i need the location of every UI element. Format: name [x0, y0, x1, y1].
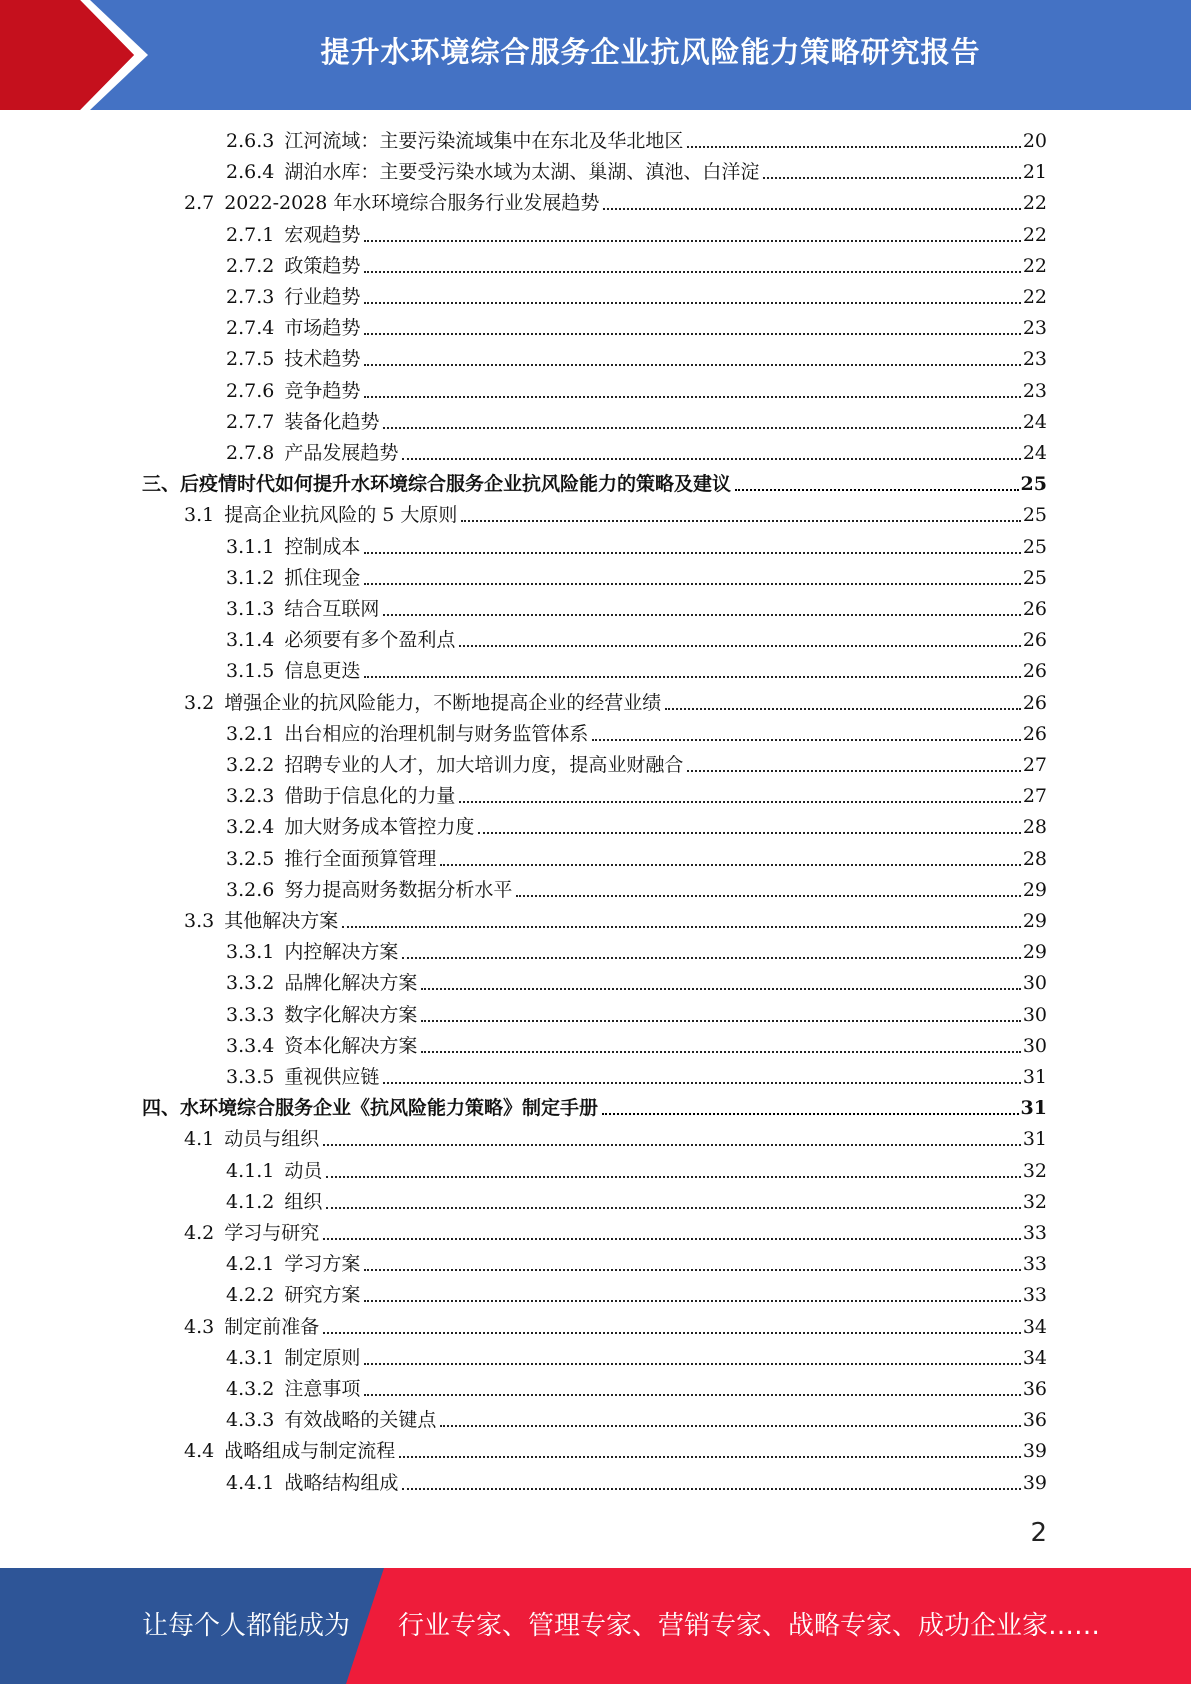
toc-entry-number: 4.3.2 [226, 1378, 275, 1400]
toc-dot-leader [592, 738, 1020, 741]
toc-entry-title: 增强企业的抗风险能力，不断地提高企业的经营业绩 [224, 691, 662, 714]
toc-entry-page: 22 [1022, 254, 1047, 277]
toc-entry-number: 3.1.2 [226, 566, 275, 589]
toc-entry[interactable] [226, 1156, 1047, 1187]
toc-entry-title: 借助于信息化的力量 [284, 785, 456, 808]
toc-dot-leader [516, 894, 1020, 897]
toc-dot-leader [364, 395, 1020, 398]
toc-entry[interactable] [226, 220, 1047, 251]
toc-entry[interactable] [226, 313, 1047, 344]
toc-entry-number: 3.3 [184, 910, 215, 932]
toc-dot-leader [421, 1050, 1020, 1053]
toc-entry-title: 战略结构组成 [284, 1471, 399, 1494]
toc-entry-number: 4.3.1 [226, 1346, 275, 1369]
toc-entry-title: 品牌化解决方案 [284, 972, 418, 995]
toc-entry-number: 3.3.2 [226, 972, 275, 995]
toc-dot-leader [364, 675, 1020, 678]
toc-dot-leader [383, 1081, 1020, 1084]
footer-slogan-roles: 行业专家、管理专家、营销专家、战略专家、成功企业家…… [398, 1611, 1101, 1641]
toc-dot-leader [383, 426, 1020, 429]
toc-entry-number: 3.3.5 [226, 1066, 275, 1088]
toc-dot-leader [687, 145, 1020, 148]
toc-entry-page: 26 [1022, 629, 1047, 652]
toc-entry[interactable] [226, 844, 1047, 875]
page-number: 2 [1030, 1518, 1047, 1548]
toc-dot-leader [440, 863, 1020, 866]
toc-entry-page: 28 [1022, 816, 1047, 839]
toc-entry-page: 22 [1022, 223, 1047, 246]
toc-entry[interactable] [184, 1218, 1047, 1249]
toc-entry-page: 22 [1022, 192, 1047, 215]
toc-entry[interactable] [226, 532, 1047, 563]
toc-entry[interactable] [226, 968, 1047, 999]
toc-entry-title: 学习方案 [284, 1253, 361, 1276]
toc-entry[interactable] [226, 750, 1047, 781]
toc-entry-number: 3.2.5 [226, 847, 275, 870]
toc-entry[interactable] [226, 937, 1047, 968]
toc-entry-number: 4.1 [184, 1128, 215, 1151]
toc-entry[interactable] [226, 719, 1047, 750]
toc-entry-number: 3.1.4 [226, 629, 275, 652]
toc-entry[interactable] [184, 188, 1047, 219]
toc-entry-number: 3.2.1 [226, 722, 275, 745]
toc-entry-title: 技术趋势 [284, 348, 361, 371]
toc-entry-title: 湖泊水库：主要受污染水域为太湖、巢湖、滇池、白洋淀 [284, 161, 760, 184]
toc-entry-page: 31 [1022, 1066, 1047, 1088]
toc-dot-leader [323, 1237, 1021, 1240]
toc-entry-title: 有效战略的关键点 [284, 1409, 437, 1432]
toc-entry-number: 2.6.3 [226, 130, 275, 152]
toc-dot-leader [364, 1268, 1020, 1271]
toc-entry[interactable] [184, 688, 1047, 719]
toc-entry-number: 4.3 [184, 1315, 215, 1338]
toc-entry[interactable] [184, 1124, 1047, 1155]
toc-entry-number: 3.2.2 [226, 754, 275, 776]
toc-dot-leader [323, 1331, 1021, 1334]
toc-entry-title: 信息更迭 [284, 660, 361, 683]
toc-entry-title: 政策趋势 [284, 254, 361, 277]
toc-entry[interactable] [142, 469, 1047, 500]
toc-entry-number: 4.4 [184, 1440, 215, 1463]
toc-entry-page: 23 [1022, 348, 1047, 371]
toc-entry-number: 2.7.7 [226, 410, 275, 433]
toc-dot-leader [399, 1455, 1021, 1458]
toc-dot-leader [402, 1487, 1020, 1490]
toc-entry-page: 31 [1022, 1128, 1047, 1151]
toc-entry-number: 3.2 [184, 691, 215, 714]
toc-entry-page: 24 [1022, 442, 1047, 464]
toc-entry-page: 29 [1022, 941, 1047, 964]
toc-entry-title: 内控解决方案 [284, 941, 399, 964]
toc-entry-page: 25 [1022, 504, 1047, 527]
footer-bar [0, 1568, 1191, 1684]
toc-dot-leader [364, 270, 1020, 273]
toc-entry-title: 重视供应链 [284, 1066, 380, 1088]
toc-dot-leader [326, 1206, 1020, 1209]
toc-dot-leader [342, 925, 1021, 928]
toc-dot-leader [383, 613, 1020, 616]
toc-entry-page: 28 [1022, 847, 1047, 870]
toc-entry-title: 竞争趋势 [284, 379, 361, 402]
toc-entry-number: 3.2.4 [226, 816, 275, 839]
toc-entry-title: 战略组成与制定流程 [224, 1440, 396, 1463]
toc-entry[interactable] [226, 282, 1047, 313]
toc-entry-title: 加大财务成本管控力度 [284, 816, 475, 839]
toc-entry-page: 23 [1022, 317, 1047, 340]
toc-entry[interactable] [226, 251, 1047, 282]
toc-dot-leader [364, 301, 1020, 304]
toc-entry-page: 33 [1022, 1284, 1047, 1307]
toc-entry-title: 装备化趋势 [284, 410, 380, 433]
toc-entry-number: 2.7.5 [226, 348, 275, 371]
header-bar [0, 0, 1191, 110]
toc-entry-page: 26 [1022, 691, 1047, 714]
toc-entry-page: 29 [1022, 878, 1047, 901]
toc-entry-page: 39 [1022, 1471, 1047, 1494]
toc-entry-page: 27 [1022, 754, 1047, 776]
toc-entry-page: 31 [1020, 1097, 1047, 1120]
toc-entry-title: 提高企业抗风险的 5 大原则 [224, 504, 458, 527]
toc-entry-number: 2.7.4 [226, 317, 275, 340]
toc-entry-number: 2.7 [184, 192, 215, 215]
toc-entry-title: 研究方案 [284, 1284, 361, 1307]
toc-entry[interactable] [184, 906, 1047, 937]
toc-dot-leader [735, 488, 1019, 491]
toc-dot-leader [364, 551, 1020, 554]
toc-dot-leader [364, 239, 1020, 242]
toc-entry[interactable] [184, 1436, 1047, 1467]
toc-entry[interactable] [226, 781, 1047, 812]
toc-dot-leader [602, 1112, 1019, 1115]
toc-entry-title: 结合互联网 [284, 598, 380, 620]
toc-entry-number: 3.2.3 [226, 785, 275, 808]
toc-entry[interactable] [226, 1280, 1047, 1311]
toc-entry[interactable] [226, 1249, 1047, 1280]
toc-entry-number: 4.4.1 [226, 1471, 275, 1494]
toc-entry-title: 出台相应的治理机制与财务监管体系 [284, 722, 589, 745]
toc-entry-page: 22 [1022, 286, 1047, 308]
toc-entry-title: 努力提高财务数据分析水平 [284, 878, 513, 901]
toc-dot-leader [421, 987, 1020, 990]
toc-entry-number: 2.6.4 [226, 161, 275, 184]
toc-entry[interactable] [226, 1031, 1047, 1062]
document-title: 提升水环境综合服务企业抗风险能力策略研究报告 [320, 35, 981, 69]
toc-dot-leader [421, 1019, 1020, 1022]
toc-entry-page: 26 [1022, 722, 1047, 745]
toc-entry[interactable] [226, 157, 1047, 188]
toc-entry-page: 27 [1022, 785, 1047, 808]
toc-entry-page: 30 [1022, 1034, 1047, 1057]
toc-dot-leader [459, 644, 1020, 647]
toc-entry-title: 组织 [284, 1190, 323, 1213]
toc-entry-title: 注意事项 [284, 1378, 361, 1400]
toc-entry-number: 2.7.1 [226, 223, 275, 246]
toc-entry-number: 4.2.1 [226, 1253, 275, 1276]
toc-entry[interactable] [226, 656, 1047, 687]
toc-entry-title: 2022-2028 年水环境综合服务行业发展趋势 [224, 192, 600, 215]
toc-entry-page: 25 [1022, 535, 1047, 558]
toc-entry-number: 4.2.2 [226, 1284, 275, 1307]
toc-dot-leader [364, 332, 1020, 335]
toc-entry-number: 3.3.4 [226, 1034, 275, 1057]
toc-entry[interactable] [226, 1000, 1047, 1031]
toc-entry-title: 市场趋势 [284, 317, 361, 340]
toc-dot-leader [665, 707, 1021, 710]
toc-entry[interactable] [184, 500, 1047, 531]
toc-entry[interactable] [226, 812, 1047, 843]
toc-entry-page: 20 [1022, 130, 1047, 152]
toc-dot-leader [364, 1393, 1020, 1396]
toc-dot-leader [326, 1175, 1020, 1178]
toc-entry-number: 2.7.3 [226, 286, 275, 308]
toc-entry-title: 制定前准备 [224, 1315, 320, 1338]
toc-dot-leader [478, 831, 1020, 834]
toc-entry-page: 23 [1022, 379, 1047, 402]
toc-entry[interactable] [226, 1062, 1047, 1093]
toc-entry[interactable] [226, 1468, 1047, 1499]
toc-entry[interactable] [226, 625, 1047, 656]
toc-entry[interactable] [226, 1187, 1047, 1218]
toc-entry[interactable] [226, 1405, 1047, 1436]
toc-entry-title: 必须要有多个盈利点 [284, 629, 456, 652]
toc-entry-title: 数字化解决方案 [284, 1003, 418, 1026]
toc-entry-page: 36 [1022, 1378, 1047, 1400]
toc-entry-page: 33 [1022, 1253, 1047, 1276]
toc-entry-title: 资本化解决方案 [284, 1034, 418, 1057]
toc-entry-title: 四、水环境综合服务企业《抗风险能力策略》制定手册 [142, 1097, 599, 1120]
toc-entry-number: 3.3.3 [226, 1003, 275, 1026]
toc-entry-title: 三、后疫情时代如何提升水环境综合服务企业抗风险能力的策略及建议 [142, 473, 732, 496]
toc-entry-title: 抓住现金 [284, 566, 361, 589]
toc-entry-page: 32 [1022, 1159, 1047, 1182]
toc-entry-number: 3.1 [184, 504, 215, 527]
toc-entry-page: 30 [1022, 972, 1047, 995]
toc-entry-page: 25 [1022, 566, 1047, 589]
toc-entry-page: 26 [1022, 598, 1047, 620]
toc-dot-leader [763, 176, 1020, 179]
toc-dot-leader [461, 519, 1020, 522]
toc-dot-leader [459, 800, 1020, 803]
toc-entry[interactable] [142, 1093, 1047, 1124]
toc-dot-leader [603, 207, 1020, 210]
toc-entry-number: 4.1.1 [226, 1159, 275, 1182]
toc-entry-page: 24 [1022, 410, 1047, 433]
toc-entry-title: 招聘专业的人才，加大培训力度，提高业财融合 [284, 754, 684, 776]
toc-entry-title: 江河流域：主要污染流域集中在东北及华北地区 [284, 130, 684, 152]
toc-entry-number: 4.2 [184, 1222, 215, 1244]
toc-entry-page: 26 [1022, 660, 1047, 683]
toc-entry-title: 动员 [284, 1159, 323, 1182]
toc-dot-leader [364, 582, 1020, 585]
toc-entry-page: 39 [1022, 1440, 1047, 1463]
toc-entry-page: 36 [1022, 1409, 1047, 1432]
toc-dot-leader [364, 1362, 1020, 1365]
toc-entry-number: 3.2.6 [226, 878, 275, 901]
toc-entry-number: 4.1.2 [226, 1190, 275, 1213]
toc-entry-title: 学习与研究 [224, 1222, 320, 1244]
toc-entry-page: 21 [1022, 161, 1047, 184]
toc-entry-title: 宏观趋势 [284, 223, 361, 246]
toc-entry-title: 推行全面预算管理 [284, 847, 437, 870]
toc-dot-leader [402, 457, 1020, 460]
toc-entry-page: 29 [1022, 910, 1047, 932]
toc-dot-leader [687, 769, 1020, 772]
toc-entry[interactable] [226, 1343, 1047, 1374]
toc-entry-title: 其他解决方案 [224, 910, 339, 932]
toc-entry-number: 3.3.1 [226, 941, 275, 964]
toc-entry-number: 3.1.1 [226, 535, 275, 558]
toc-entry-number: 4.3.3 [226, 1409, 275, 1432]
toc-entry-number: 3.1.5 [226, 660, 275, 683]
toc-entry-page: 34 [1022, 1346, 1047, 1369]
toc-entry[interactable] [226, 594, 1047, 625]
toc-entry[interactable] [226, 438, 1047, 469]
toc-entry-title: 制定原则 [284, 1346, 361, 1369]
toc-entry[interactable] [226, 344, 1047, 375]
toc-entry[interactable] [226, 407, 1047, 438]
toc-entry-page: 30 [1022, 1003, 1047, 1026]
toc-entry-number: 2.7.8 [226, 442, 275, 464]
toc-entry-title: 产品发展趋势 [284, 442, 399, 464]
toc-entry[interactable] [226, 563, 1047, 594]
toc-entry-title: 控制成本 [284, 535, 361, 558]
toc-dot-leader [364, 363, 1020, 366]
toc-entry-page: 34 [1022, 1315, 1047, 1338]
toc-entry-number: 3.1.3 [226, 598, 275, 620]
toc-entry[interactable] [226, 376, 1047, 407]
toc-entry-number: 2.7.6 [226, 379, 275, 402]
toc-entry-page: 33 [1022, 1222, 1047, 1244]
toc-entry[interactable] [226, 875, 1047, 906]
footer-slogan-lead: 让每个人都能成为 [142, 1611, 351, 1641]
toc-dot-leader [402, 956, 1020, 959]
toc-entry-page: 32 [1022, 1190, 1047, 1213]
toc-entry-title: 行业趋势 [284, 286, 361, 308]
toc-dot-leader [440, 1424, 1020, 1427]
toc-dot-leader [323, 1143, 1021, 1146]
toc-entry-number: 2.7.2 [226, 254, 275, 277]
toc-entry-page: 25 [1020, 473, 1047, 496]
toc-entry[interactable] [226, 1374, 1047, 1405]
toc-entry[interactable] [184, 1312, 1047, 1343]
toc-entry-title: 动员与组织 [224, 1128, 320, 1151]
toc-entry[interactable] [226, 126, 1047, 157]
toc-dot-leader [364, 1299, 1020, 1302]
